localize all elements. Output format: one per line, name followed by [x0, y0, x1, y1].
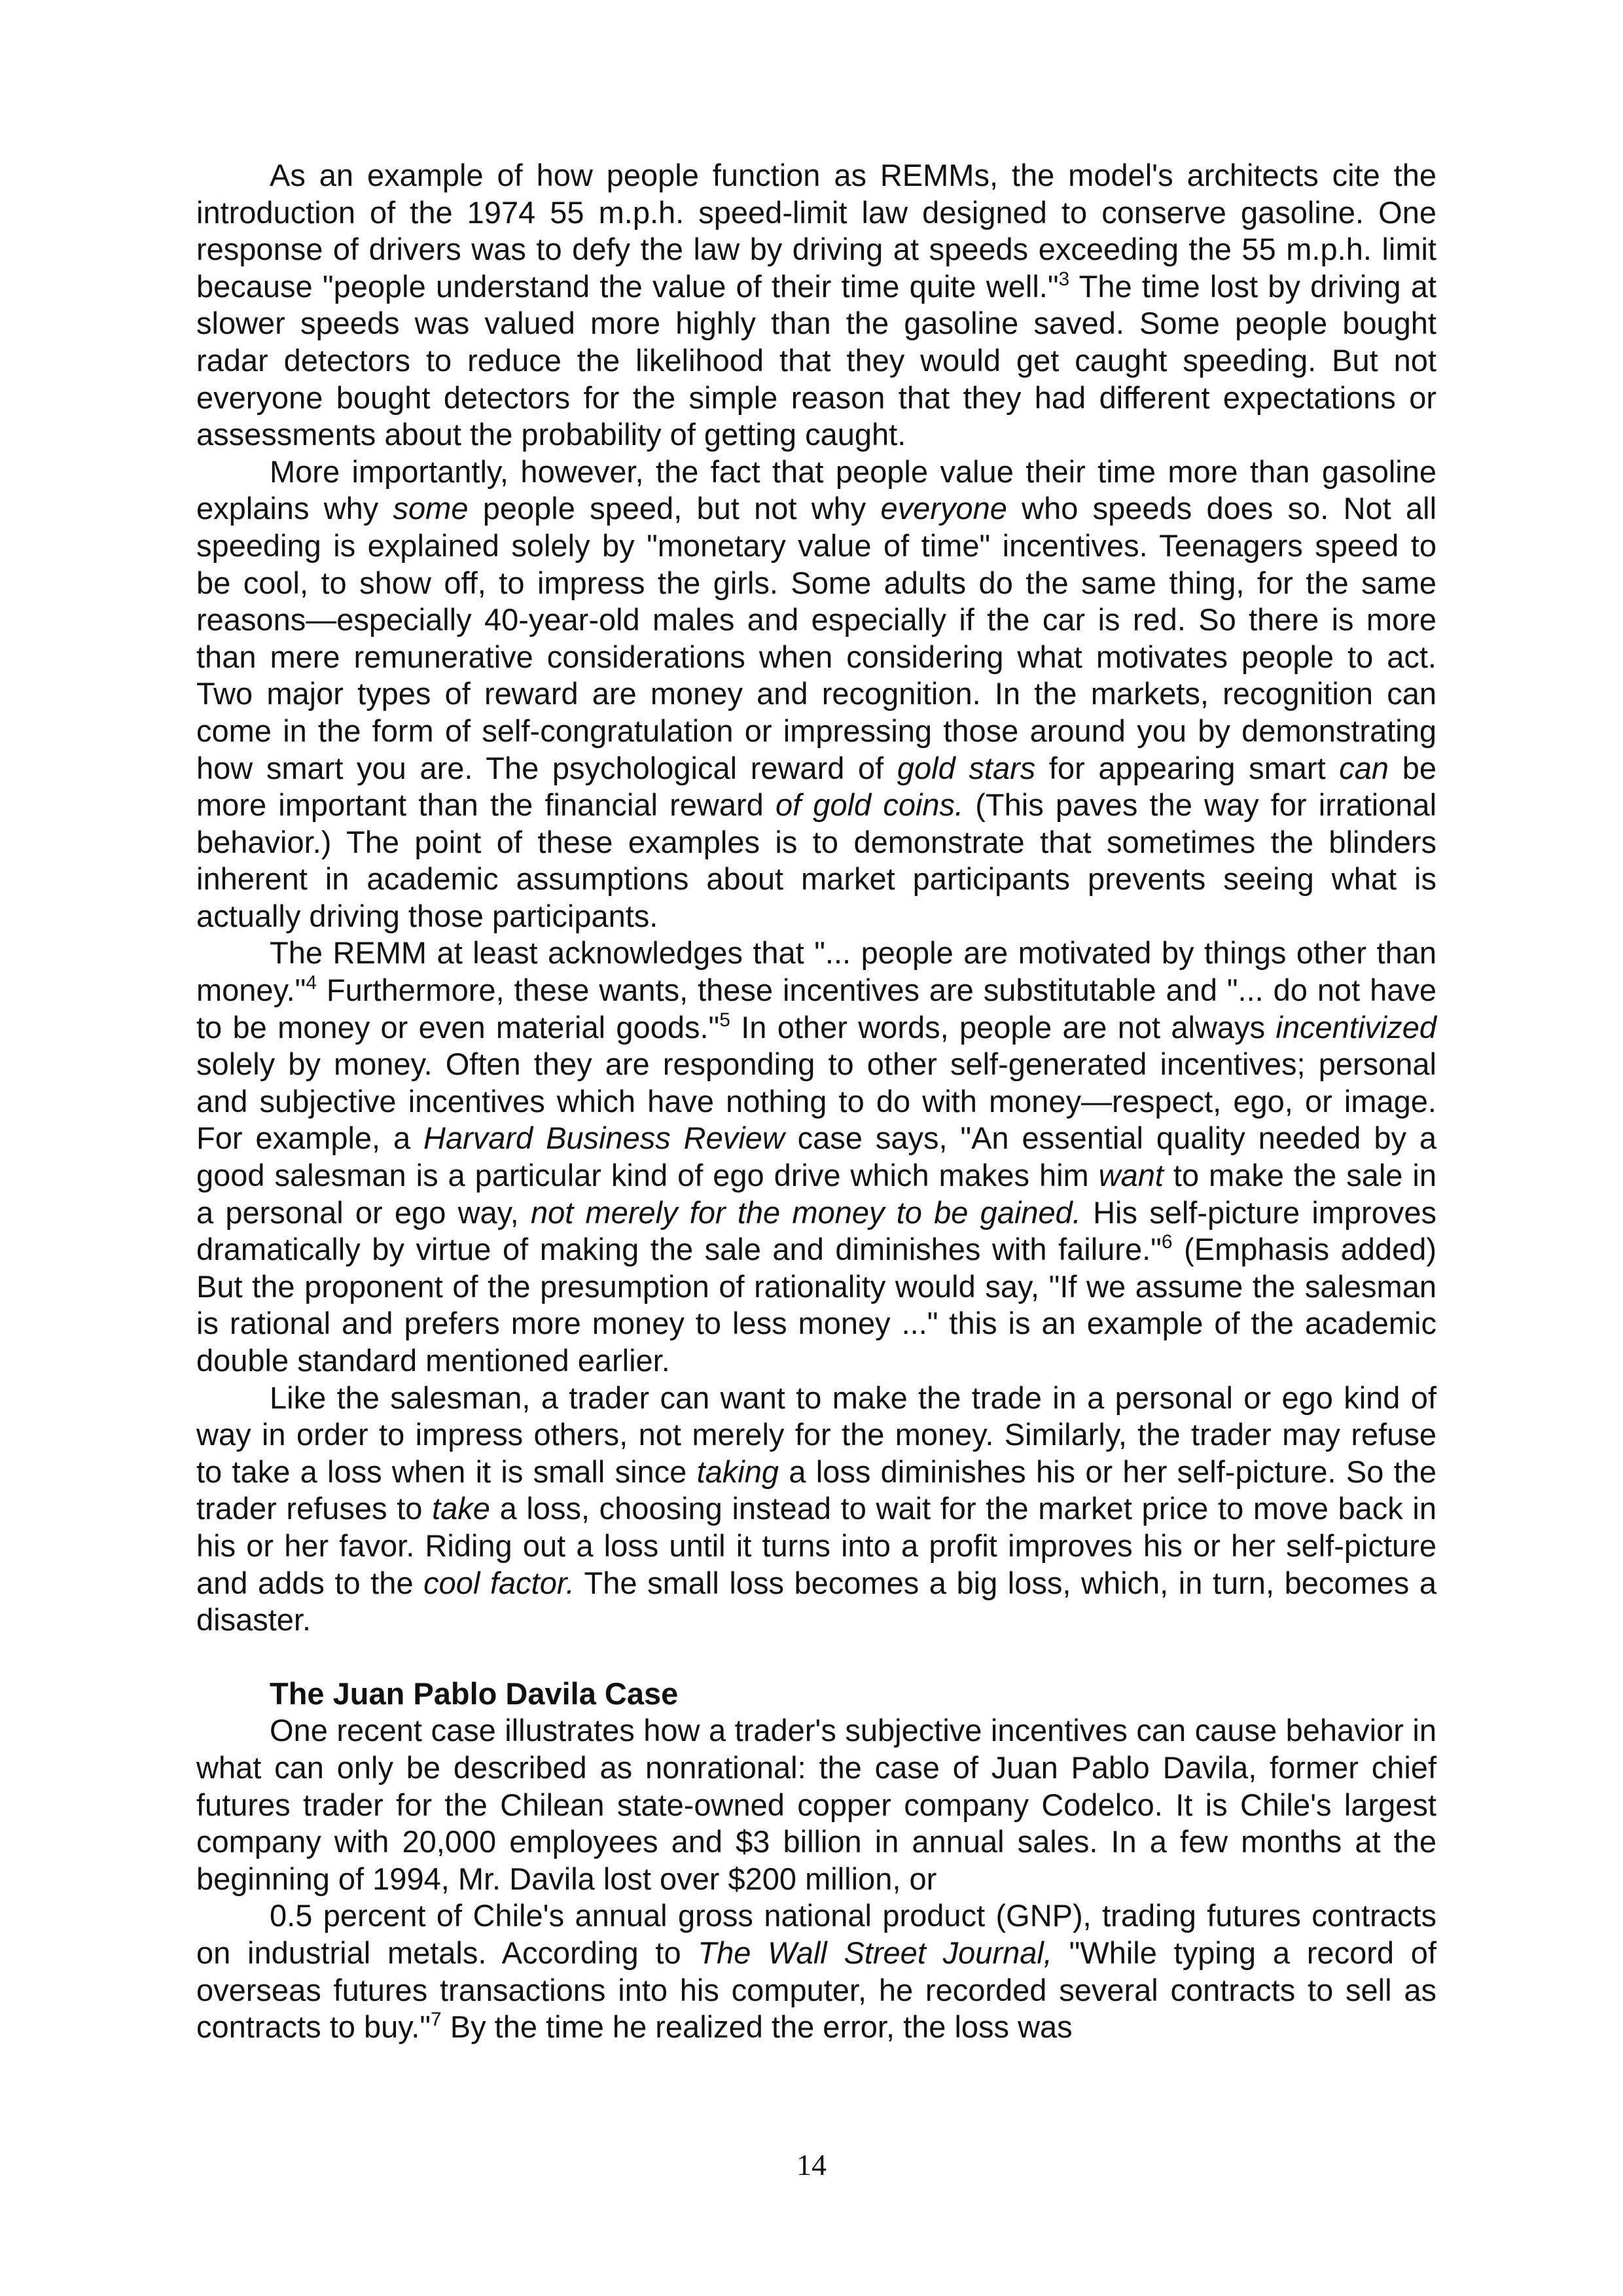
document-body [196, 157, 1436, 2046]
main-text [196, 157, 1436, 1639]
section-heading: The Juan Pablo Davila Case [270, 1676, 679, 1711]
text-run: By the time he realized the error, the loss was [441, 2009, 1073, 2045]
emphasis-text: Harvard Business Review [423, 1121, 785, 1156]
paragraph [196, 1380, 1436, 1639]
text-run: (Emphasis added) But the proponent of the presumption of rationality would say, "If we assume the salesman is rational and prefers more money to less money ..." this is an example of the academic double standard mentioned earlier. [196, 1232, 1436, 1378]
emphasis-text: of gold coins. [775, 787, 964, 823]
text-run: be more important than the financial reward [196, 750, 1436, 823]
text-run: for appearing smart [1035, 750, 1340, 785]
emphasis-text: taking [696, 1454, 779, 1489]
emphasis-text: everyone [880, 491, 1007, 526]
section-text [196, 1712, 1436, 2045]
footnote-ref: 7 [431, 2009, 442, 2031]
text-run: The time lost by driving at slower speeds was valued more highly than the gasoline saved. Some people bought radar detectors to reduce the likelihood that they would get caught speeding. But not everyone bought detectors for the simple reason that they had different expectations or assessments about the probability of getting caught. [196, 268, 1436, 452]
paragraph [196, 1897, 1436, 2045]
footnote-ref: 3 [1058, 268, 1070, 290]
text-run: In other words, people are not always [730, 1009, 1276, 1045]
footnote-ref: 4 [306, 972, 317, 994]
emphasis-text: can [1339, 750, 1389, 785]
text-run: 0.5 percent of Chile's annual gross national product (GNP), trading futures contracts on industrial metals. According to [196, 1898, 1436, 1970]
emphasis-text: want [1098, 1158, 1164, 1193]
text-run: solely by money. Often they are responding to other self-generated incentives; personal and subjective incentives which have nothing to do with money—respect, ego, or image. For example, a [196, 1047, 1436, 1156]
text-run: a loss diminishes his or her self-picture. So the trader refuses to [196, 1454, 1436, 1526]
emphasis-text: not merely for the money to be gained. [530, 1194, 1081, 1230]
page-number: 14 [796, 2148, 827, 2181]
text-run: The REMM at least acknowledges that "... people are motivated by things other than money." [196, 935, 1436, 1008]
text-run: (This paves the way for irrational behavior.) The point of these examples is to demonstrate that sometimes the blinders inherent in academic assumptions about market participants prevents seeing what is actually driving those participants. [196, 787, 1437, 933]
text-run: who speeds does so. Not all speeding is explained solely by "monetary value of time" incentives. Teenagers speed to be cool, to show off, to impress the girls. Some adults do the same thing, for the same reasons—especially 40-year-old males and especially if the car is red. So there is more than mere remunerative considerations when considering what motivates people to act. Two major types of reward are money and recognition. In the markets, recognition can come in the form of self-congratulation or impressing those around you by demonstrating how smart you are. The psychological reward of [196, 491, 1437, 785]
text-run: Like the salesman, a trader can want to make the trade in a personal or ego kind of way in order to impress others, not merely for the money. Similarly, the trader may refuse to take a loss when it is small since [196, 1380, 1436, 1489]
paragraph [196, 157, 1436, 454]
emphasis-text: some [393, 491, 469, 526]
text-run: Furthermore, these wants, these incentives are substitutable and "... do not have to be money or even material goods." [196, 973, 1436, 1045]
emphasis-text: take [432, 1491, 490, 1526]
footnote-ref: 6 [1161, 1231, 1173, 1253]
text-run: The small loss becomes a big loss, which, in turn, becomes a disaster. [196, 1565, 1436, 1638]
text-run: One recent case illustrates how a trader's subjective incentives can cause behavior in what can only be described as nonrational: the case of Juan Pablo Davila, former chief futures trader for the Chilean state-owned copper company Codelco. It is Chile's largest company with 20,000 employees and $3 billion in annual sales. In a few months at the beginning of 1994, Mr. Davila lost over $200 million, or [196, 1713, 1436, 1896]
footnote-ref: 5 [719, 1009, 730, 1031]
text-run: people speed, but not why [468, 491, 881, 526]
text-run: to make the sale in a personal or ego way, [196, 1158, 1436, 1230]
emphasis-text: cool factor. [423, 1565, 575, 1600]
text-run: His self-picture improves dramatically by virtue of making the sale and diminishes with failure." [196, 1194, 1436, 1267]
text-run: case says, "An essential quality needed by a good salesman is a particular kind of ego drive which makes him [196, 1121, 1436, 1193]
emphasis-text: gold stars [897, 750, 1036, 785]
emphasis-text: incentivized [1275, 1009, 1436, 1045]
text-run: More importantly, however, the fact that people value their time more than gasoline explains why [196, 454, 1436, 526]
paragraph [196, 454, 1436, 935]
text-run: "While typing a record of overseas futures transactions into his computer, he recorded several contracts to sell as contracts to buy." [196, 1935, 1436, 2045]
text-run: a loss, choosing instead to wait for the market price to move back in his or her favor. Riding out a loss until it turns into a profit improves his or her self-picture and adds to the [196, 1491, 1437, 1600]
paragraph [196, 1712, 1436, 1897]
emphasis-text: The Wall Street Journal, [698, 1935, 1052, 1970]
paragraph [196, 935, 1436, 1379]
text-run: As an example of how people function as REMMs, the model's architects cite the introduction of the 1974 55 m.p.h. speed-limit law designed to conserve gasoline. One response of drivers was to defy the law by driving at speeds exceeding the 55 m.p.h. limit because "people understand the value of their time quite well." [196, 158, 1436, 304]
